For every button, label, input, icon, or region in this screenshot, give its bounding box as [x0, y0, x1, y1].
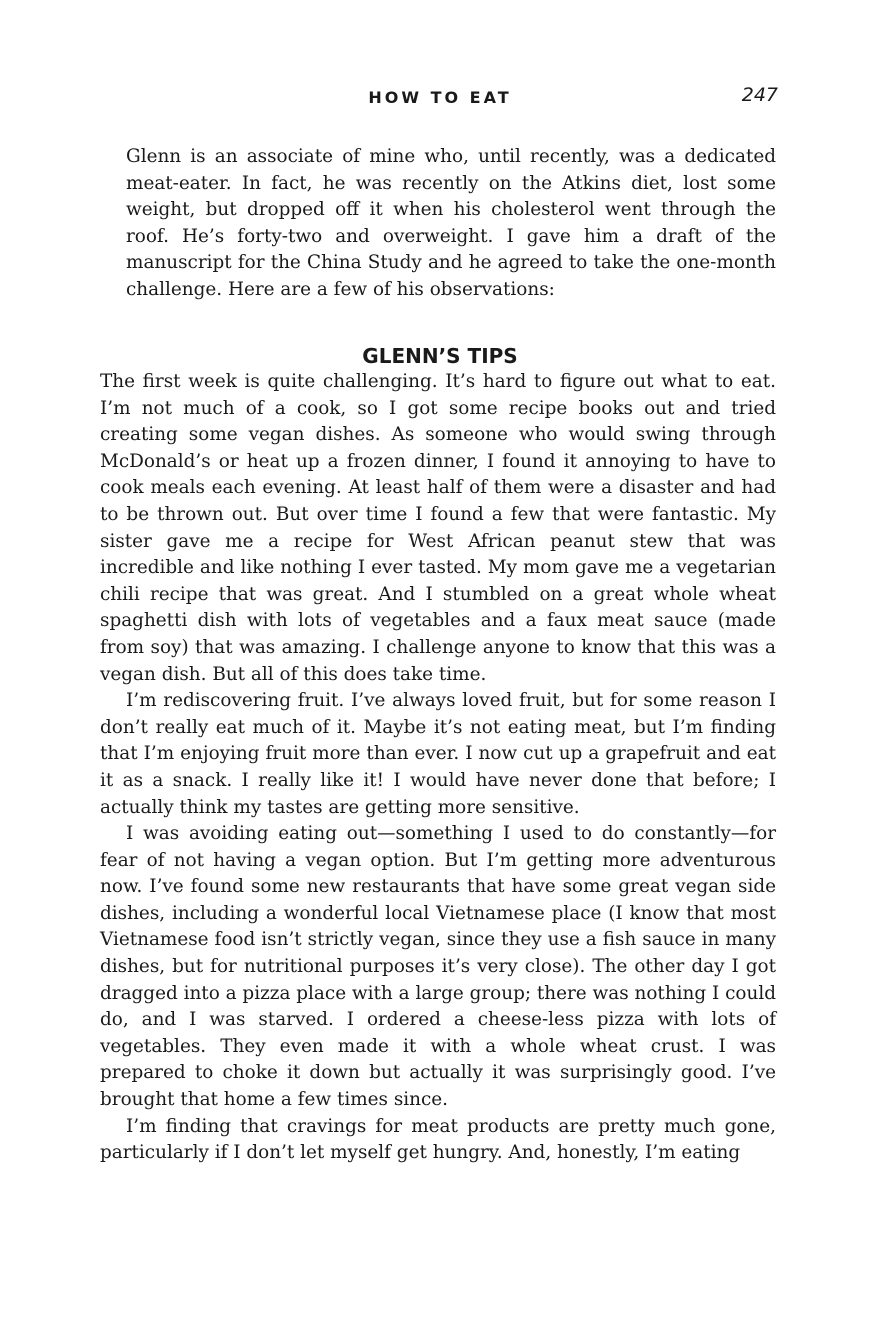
body-paragraph: I’m rediscovering fruit. I’ve always loved fruit, but for some reason I don’t really eat much of it. Maybe it’s not eating meat, but I’m finding that I’m enjoying fruit more than ever. I now cut up a grapefruit and eat it as a snack. I really like it! I would have never done that before; I actually think my tastes are getting more sensitive. — [100, 690, 776, 818]
running-head — [100, 84, 780, 114]
body-paragraph: The first week is quite challenging. It’s hard to figure out what to eat. I’m not much of a cook, so I got some recipe books out and tried creating some vegan dishes. As someone who would swing through McDonald’s or heat up a frozen dinner, I found it annoying to have to cook meals each evening. At least half of them were a disaster and had to be thrown out. But over time I found a few that were fantastic. My sister gave me a recipe for West African peanut stew that was incredible and like nothing I ever tasted. My mom gave me a vegetarian chili recipe that was great. And I stumbled on a great whole wheat spaghetti dish with lots of vegetables and a faux meat sauce (made from soy) that was amazing. I challenge anyone to know that this was a vegan dish. But all of this does take time. — [100, 371, 776, 685]
body-paragraph: I’m finding that cravings for meat products are pretty much gone, particularly if I don’t let myself get hungry. And, honestly, I’m eating — [100, 1115, 776, 1164]
running-title: HOW TO EAT — [368, 88, 512, 107]
intro-block — [126, 144, 776, 304]
tips-body — [100, 369, 776, 1167]
page-number: 247 — [741, 84, 778, 106]
section-heading: GLENN’S TIPS — [362, 344, 518, 368]
intro-paragraph: Glenn is an associate of mine who, until recently, was a dedicated meat-eater. In fact, he was recently on the Atkins diet, lost some weight, but dropped off it when his cholesterol went through the roof. He’s forty-two and overweight. I gave him a draft of the manuscript for the China Study and he agreed to take the one-month challenge. Here are a few of his observations: — [126, 146, 776, 300]
body-paragraph: I was avoiding eating out—something I used to do constantly—for fear of not having a vegan option. But I’m getting more adventurous now. I’ve found some new restaurants that have some great vegan side dishes, including a wonderful local Vietnamese place (I know that most Vietnamese food isn’t strictly vegan, since they use a fish sauce in many dishes, but for nutritional purposes it’s very close). The other day I got dragged into a pizza place with a large group; there was nothing I could do, and I was starved. I ordered a cheese-less pizza with lots of vegetables. They even made it with a whole wheat crust. I was prepared to choke it down but actually it was surprisingly good. I’ve brought that home a few times since. — [100, 823, 776, 1111]
